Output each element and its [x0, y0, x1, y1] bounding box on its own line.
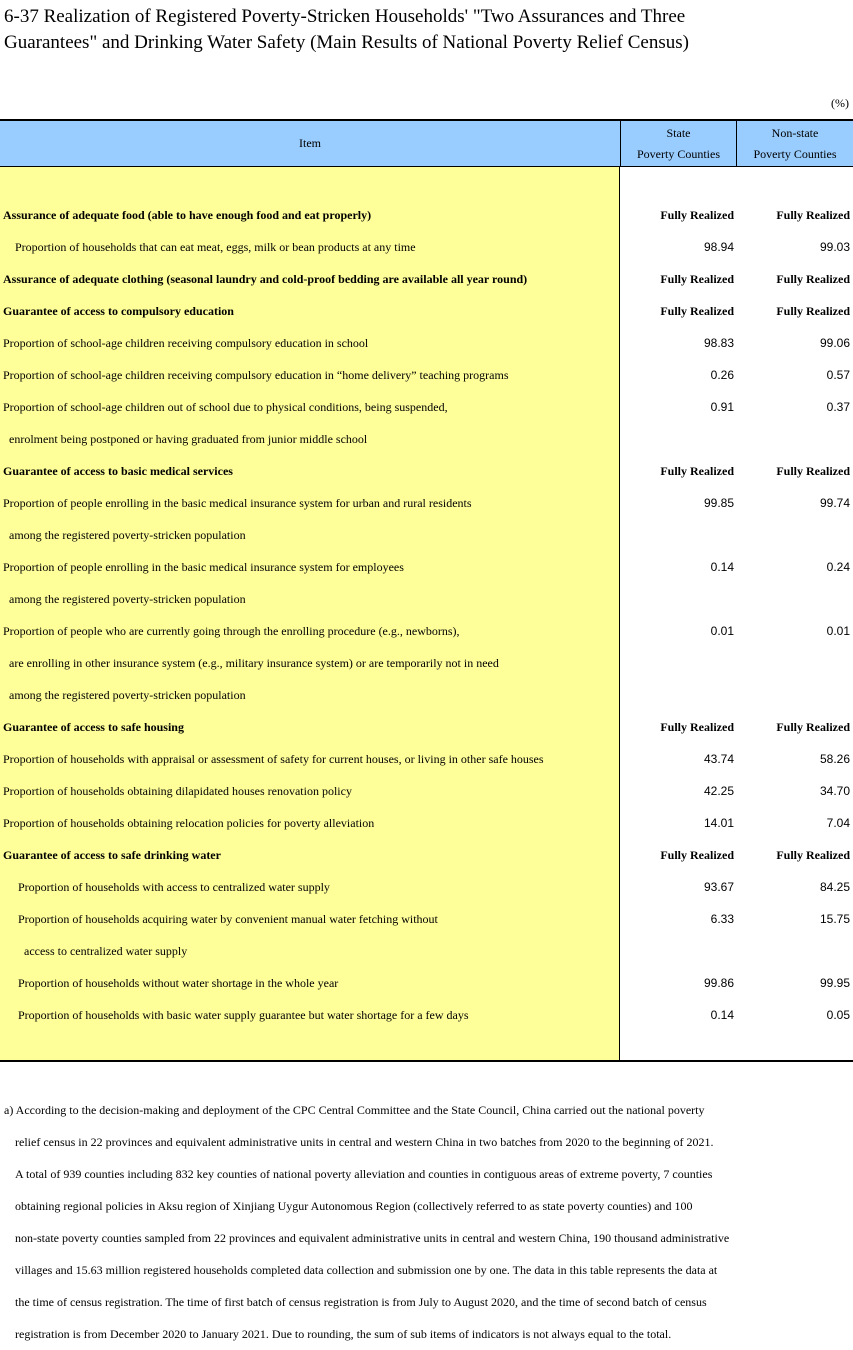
row-label: Proportion of people enrolling in the basic medical insurance system for employees: [3, 560, 404, 574]
title-line-1: 6-37 Realization of Registered Poverty-Stricken Households' "Two Assurances and Three: [4, 6, 686, 27]
row-label: Proportion of households with basic water supply guarantee but water shortage for a few days: [18, 1008, 469, 1022]
nonstate-value: 0.24: [826, 560, 850, 574]
footnote-line: a) According to the decision-making and deployment of the CPC Central Committee and the State Council, China carried out the national poverty: [4, 1103, 705, 1117]
table-row: [0, 872, 853, 904]
nonstate-value: Fully Realized: [776, 208, 850, 222]
nonstate-value: 99.06: [819, 336, 850, 350]
nonstate-value: 0.01: [826, 624, 850, 638]
footnote-line: A total of 939 counties including 832 key counties of national poverty alleviation and counties in contiguous areas of extreme poverty, 7 counties: [15, 1167, 713, 1181]
table-row: [0, 552, 853, 584]
state-value: Fully Realized: [660, 272, 734, 286]
state-value: 43.74: [703, 752, 734, 766]
table-row: [0, 584, 853, 616]
table-row: [0, 264, 853, 296]
row-label: Proportion of people enrolling in the basic medical insurance system for urban and rural residents: [3, 496, 472, 510]
state-value: Fully Realized: [660, 304, 734, 318]
row-label: Proportion of households without water shortage in the whole year: [18, 976, 339, 990]
state-value: 6.33: [710, 912, 734, 926]
table-row: [0, 488, 853, 520]
state-value: 98.94: [703, 240, 734, 254]
table-row: [0, 232, 853, 264]
row-label: among the registered poverty-stricken population: [9, 688, 246, 702]
row-label: among the registered poverty-stricken population: [9, 592, 246, 606]
header-nonstate-line-2: Poverty Counties: [753, 146, 837, 161]
state-value: 0.91: [710, 400, 734, 414]
nonstate-value: 0.37: [826, 400, 850, 414]
row-label: are enrolling in other insurance system (e.g., military insurance system) or are temporarily not in need: [9, 656, 499, 670]
footnote-line: registration is from December 2020 to January 2021. Due to rounding, the sum of sub items of indicators is not always equal to the total.: [15, 1327, 672, 1341]
table-row: [0, 360, 853, 392]
state-value: 99.86: [703, 976, 734, 990]
header-nonstate-line-1: Non-state: [771, 126, 819, 141]
state-value: 0.14: [710, 1008, 734, 1022]
state-value: 98.83: [703, 336, 734, 350]
row-label: Assurance of adequate clothing (seasonal laundry and cold-proof bedding are available all year round): [3, 272, 528, 286]
state-value: 0.26: [710, 368, 734, 382]
row-label: Assurance of adequate food (able to have enough food and eat properly): [3, 208, 372, 222]
table-row: [0, 520, 853, 552]
row-label: Proportion of school-age children out of school due to physical conditions, being suspended,: [3, 400, 448, 414]
row-label: access to centralized water supply: [24, 944, 188, 958]
header-state-poverty-counties: [620, 121, 736, 166]
footnote-line: relief census in 22 provinces and equivalent administrative units in central and western China in two batches from 2020 to the beginning of 2021.: [15, 1135, 714, 1149]
row-label: Proportion of households acquiring water by convenient manual water fetching without: [18, 912, 438, 926]
row-label: Guarantee of access to safe housing: [3, 720, 184, 734]
nonstate-value: 0.57: [826, 368, 850, 382]
table-row: [0, 936, 853, 968]
row-label: Proportion of school-age children receiving compulsory education in school: [3, 336, 369, 350]
table-row: [0, 456, 853, 488]
table-body: [0, 200, 853, 1032]
state-value: Fully Realized: [660, 848, 734, 862]
table-row: [0, 840, 853, 872]
state-value: 0.01: [710, 624, 734, 638]
row-label: Proportion of households obtaining dilapidated houses renovation policy: [3, 784, 352, 798]
table-row: [0, 328, 853, 360]
row-label: enrolment being postponed or having graduated from junior middle school: [9, 432, 368, 446]
table-row: [0, 392, 853, 424]
footnote: [4, 1094, 849, 1350]
header-nonstate-poverty-counties: [736, 121, 853, 166]
nonstate-value: Fully Realized: [776, 464, 850, 478]
table-header: [0, 121, 853, 167]
nonstate-value: Fully Realized: [776, 848, 850, 862]
state-value: Fully Realized: [660, 208, 734, 222]
header-state-line-1: State: [666, 126, 691, 141]
nonstate-value: 84.25: [819, 880, 850, 894]
table-row: [0, 200, 853, 232]
row-label: Proportion of households that can eat meat, eggs, milk or bean products at any time: [15, 240, 416, 254]
row-label: Guarantee of access to basic medical services: [3, 464, 233, 478]
footnote-line: non-state poverty counties sampled from 22 provinces and equivalent administrative units in central and western China, 190 thousand administrative: [15, 1231, 730, 1245]
table-row: [0, 776, 853, 808]
header-item: Item: [299, 136, 321, 150]
table-row: [0, 904, 853, 936]
title-line-2: Guarantees" and Drinking Water Safety (Main Results of National Poverty Relief Census): [4, 32, 689, 53]
row-label: Guarantee of access to safe drinking water: [3, 848, 221, 862]
footnote-line: the time of census registration. The time of first batch of census registration is from July to August 2020, and the time of second batch of census: [15, 1295, 707, 1309]
table-row: [0, 968, 853, 1000]
row-label: Proportion of households with access to centralized water supply: [18, 880, 330, 894]
nonstate-value: 99.74: [819, 496, 850, 510]
state-value: 93.67: [703, 880, 734, 894]
table-row: [0, 1000, 853, 1032]
row-label: among the registered poverty-stricken population: [9, 528, 246, 542]
data-table: [0, 119, 853, 1062]
table-row: [0, 424, 853, 456]
nonstate-value: 99.95: [819, 976, 850, 990]
state-value: 0.14: [710, 560, 734, 574]
state-value: 14.01: [703, 816, 734, 830]
nonstate-value: 7.04: [826, 816, 850, 830]
row-label: Proportion of households with appraisal or assessment of safety for current houses, or living in other safe houses: [3, 752, 544, 766]
nonstate-value: 99.03: [819, 240, 850, 254]
state-value: 99.85: [703, 496, 734, 510]
state-value: Fully Realized: [660, 464, 734, 478]
state-value: Fully Realized: [660, 720, 734, 734]
footnote-line: villages and 15.63 million registered households completed data collection and submission one by one. The data in this table represents the data at: [15, 1263, 718, 1277]
row-label: Proportion of school-age children receiving compulsory education in “home delivery” teaching programs: [3, 368, 509, 382]
state-value: 42.25: [703, 784, 734, 798]
nonstate-value: 15.75: [819, 912, 850, 926]
page-title: [4, 4, 849, 56]
row-label: Proportion of households obtaining relocation policies for poverty alleviation: [3, 816, 375, 830]
table-row: [0, 648, 853, 680]
footnote-line: obtaining regional policies in Aksu region of Xinjiang Uygur Autonomous Region (collectively referred to as state poverty counties) and 100: [15, 1199, 693, 1213]
table-row: [0, 744, 853, 776]
row-label: Proportion of people who are currently going through the enrolling procedure (e.g., newborns),: [3, 624, 460, 638]
table-row: [0, 808, 853, 840]
table-row: [0, 616, 853, 648]
table-row: [0, 296, 853, 328]
header-state-line-2: Poverty Counties: [637, 146, 720, 161]
nonstate-value: Fully Realized: [776, 304, 850, 318]
table-row: [0, 712, 853, 744]
unit-label: (%): [831, 96, 849, 110]
row-label: Guarantee of access to compulsory education: [3, 304, 234, 318]
nonstate-value: Fully Realized: [776, 272, 850, 286]
table-row: [0, 680, 853, 712]
nonstate-value: 34.70: [819, 784, 850, 798]
nonstate-value: 0.05: [826, 1008, 850, 1022]
nonstate-value: Fully Realized: [776, 720, 850, 734]
nonstate-value: 58.26: [819, 752, 850, 766]
